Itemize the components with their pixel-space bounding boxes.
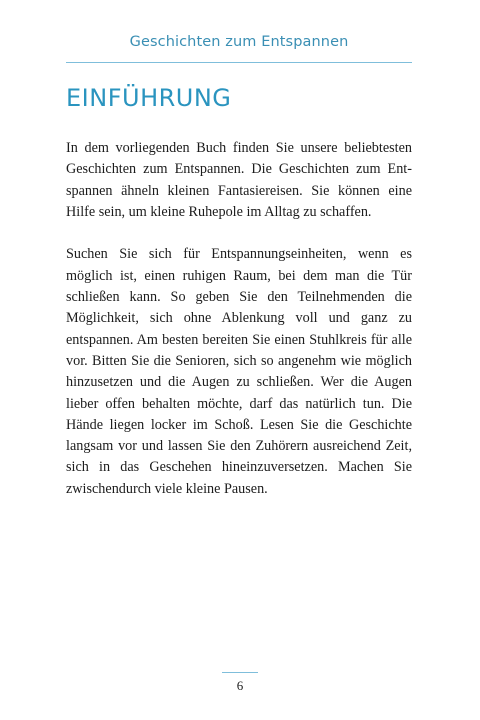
chapter-title: EINFÜHRUNG	[66, 84, 232, 112]
footer-divider	[222, 672, 258, 673]
paragraph-intro: In dem vorliegenden Buch finden Sie unsere beliebtesten Geschichten zum Entspannen. Die Geschichten zum Entspannen ähneln kleinen Fantasiereisen. Sie können eine Hilfe sein, um kleine Ruhepole im Alltag zu schaffen.	[66, 140, 412, 220]
page-number: 6	[236, 678, 244, 693]
body-text	[66, 138, 412, 521]
header-divider	[66, 62, 412, 63]
running-header: Geschichten zum Entspannen	[129, 34, 349, 50]
paragraph-instructions: Suchen Sie sich für Entspannungseinheiten, wenn es möglich ist, einen ruhigen Raum, bei dem man die Tür schließen kann. So geben Sie den Teilnehmenden die Möglichkeit, sich ohne Ablenkung voll und ganz zu entspannen. Am besten bereiten Sie einen Stuhlkreis für alle vor. Bitten Sie die Senioren, sich so angenehm wie möglich hinzusetzen und die Augen zu schließen. Wer die Augen lieber offen behalten möchte, darf das natürlich tun. Die Hände liegen locker im Schoß. Lesen Sie die Geschichte langsam vor und lassen Sie den Zuhörern ausreichend Zeit, sich in das Geschehen hineinzuversetzen. Machen Sie zwischendurch viele kleine Pausen.	[66, 246, 412, 497]
